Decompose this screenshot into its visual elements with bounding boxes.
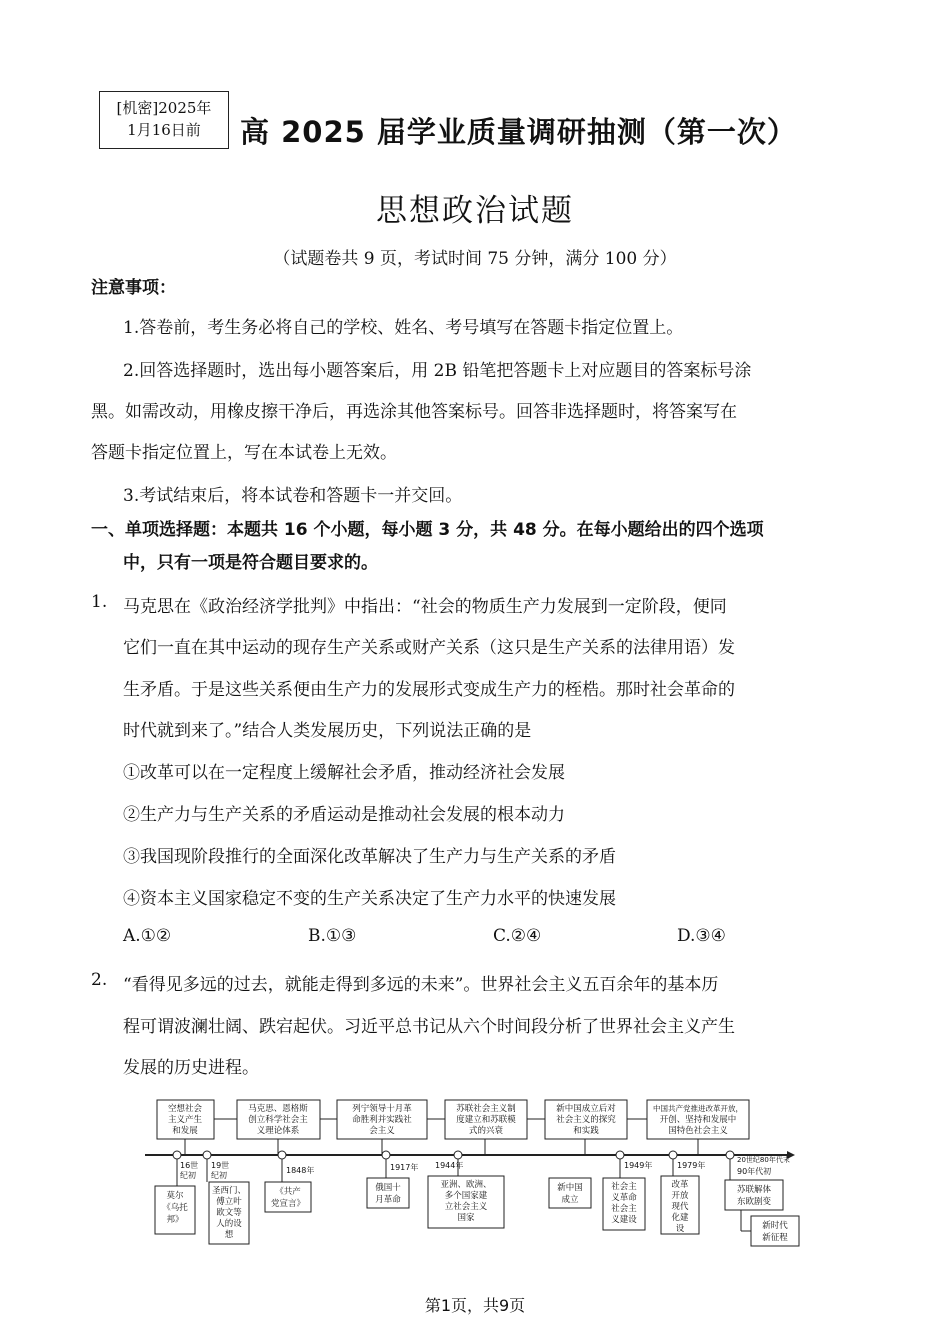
bb8-l1: 改革 [671, 1180, 689, 1190]
bb7-l4: 义建设 [611, 1215, 637, 1225]
page-number: 第1页，共9页 [424, 1296, 526, 1315]
exam-title: 高 2025 届学业质量调研抽测（第一次） [240, 115, 797, 149]
timeline-node-4 [382, 1151, 390, 1159]
notes-item-1: 1.答卷前，考生务必将自己的学校、姓名、考号填写在答题卡指定位置上。 [123, 318, 684, 338]
tb3-l1: 列宁领导十月革 [352, 1104, 412, 1114]
tb4-l3: 式的兴衰 [468, 1126, 504, 1136]
notes-heading: 注意事项： [91, 278, 176, 298]
section1-heading-line2: 中，只有一项是符合题目要求的。 [123, 553, 378, 573]
tb5-l3: 和实践 [573, 1126, 599, 1136]
timeline-node-8 [726, 1151, 734, 1159]
tb5-l2: 社会主义的探究 [556, 1115, 616, 1125]
date-1944: 1944年 [435, 1161, 464, 1170]
tb6-l2: 开创、坚持和发展中 [659, 1115, 737, 1125]
timeline-node-1 [173, 1151, 181, 1159]
date-1990s: 90年代初 [737, 1167, 772, 1176]
bb8-l3: 现代 [671, 1202, 689, 1212]
timeline-node-6 [616, 1151, 624, 1159]
bb2-l1: 圣西门、 [211, 1186, 247, 1196]
q2-stem-line1: “看得见多远的过去，就能走得到多远的未来”。世界社会主义五百余年的基本历 [123, 975, 719, 995]
bb5-l3: 立社会主义 [444, 1202, 488, 1212]
notes-item-2-line1: 2.回答选择题时，选出每小题答案后，用 2B 铅笔把答题卡上对应题目的答案标号涂 [123, 361, 752, 381]
bb2-l2: 傅立叶 [216, 1197, 242, 1207]
bb9-l2: 东欧剧变 [736, 1197, 772, 1207]
tb2-l1: 马克思、恩格斯 [248, 1104, 308, 1114]
socialism-timeline-diagram [145, 1092, 825, 1254]
bb7-l3: 社会主 [611, 1204, 637, 1214]
bb5-l4: 国家 [457, 1213, 475, 1223]
bb6-l2: 成立 [561, 1195, 579, 1205]
q1-statement-1: ①改革可以在一定程度上缓解社会矛盾，推动经济社会发展 [123, 763, 565, 783]
secret-line1: [机密]2025年 [116, 99, 212, 117]
date-1979: 1979年 [677, 1161, 706, 1170]
bb2-l5: 想 [224, 1230, 234, 1240]
q1-statement-3: ③我国现阶段推行的全面深化改革解决了生产力与生产关系的矛盾 [123, 847, 616, 867]
tb6-l1: 中国共产党推进改革开放， [653, 1104, 743, 1113]
bb8-l5: 设 [675, 1224, 685, 1234]
tb2-l3: 义理论体系 [256, 1126, 300, 1136]
q2-stem-line2: 程可谓波澜壮阔、跌宕起伏。习近平总书记从六个时间段分析了世界社会主义产生 [123, 1017, 735, 1037]
secret-line2: 1月16日前 [127, 121, 201, 139]
tb5-l1: 新中国成立后对 [556, 1104, 616, 1114]
bb10-l2: 新征程 [762, 1233, 788, 1243]
bb1-l3: 邦》 [166, 1215, 184, 1225]
q1-stem-line4: 时代就到来了。”结合人类发展历史，下列说法正确的是 [123, 721, 532, 741]
bb5-l1: 亚洲、欧洲、 [440, 1180, 492, 1190]
exam-info: （试题卷共 9 页，考试时间 75 分钟，满分 100 分） [273, 249, 677, 269]
date-16c-l2: 纪初 [180, 1171, 196, 1180]
timeline-node-5 [454, 1151, 462, 1159]
timeline-node-3 [278, 1151, 286, 1159]
date-1949: 1949年 [624, 1161, 653, 1170]
bb8-l4: 化建 [671, 1213, 689, 1223]
notes-item-3: 3.考试结束后，将本试卷和答题卡一并交回。 [123, 486, 463, 506]
date-1917: 1917年 [390, 1163, 419, 1172]
q1-statement-2: ②生产力与生产关系的矛盾运动是推动社会发展的根本动力 [123, 805, 565, 825]
tb6-l3: 国特色社会主义 [668, 1126, 728, 1136]
q1-option-a: A.①② [123, 926, 172, 946]
q1-number: 1. [91, 592, 108, 612]
bb4-l1: 俄国十 [375, 1183, 401, 1193]
section1-heading-line1: 一、单项选择题：本题共 16 个小题，每小题 3 分，共 48 分。在每小题给出的四个选项 [91, 520, 764, 540]
q1-option-b: B.①③ [308, 926, 357, 946]
tb1-l3: 和发展 [172, 1126, 198, 1136]
bb7-l2: 义革命 [611, 1193, 637, 1203]
bb10-l1: 新时代 [762, 1221, 788, 1231]
bb9-l1: 苏联解体 [736, 1185, 772, 1195]
bb3-l2: 党宣言》 [270, 1199, 306, 1209]
bb1-l2: 《乌托 [162, 1203, 188, 1213]
notes-item-2-line3: 答题卡指定位置上，写在本试卷上无效。 [91, 443, 397, 463]
notes-item-2-line2: 黑。如需改动，用橡皮擦干净后，再选涂其他答案标号。回答非选择题时，将答案写在 [91, 402, 737, 422]
q1-statement-4: ④资本主义国家稳定不变的生产关系决定了生产力水平的快速发展 [123, 889, 616, 909]
q1-option-d: D.③④ [677, 926, 726, 946]
bb5-l2: 多个国家建 [444, 1191, 488, 1201]
date-16c-l1: 16世 [180, 1161, 199, 1170]
date-19c-l2: 纪初 [211, 1171, 227, 1180]
tb1-l1: 空想社会 [167, 1104, 203, 1114]
bb7-l1: 社会主 [611, 1182, 637, 1192]
tb4-l1: 苏联社会主义制 [456, 1104, 516, 1114]
bb6-l1: 新中国 [557, 1183, 583, 1193]
timeline-node-2 [203, 1151, 211, 1159]
confidential-stamp [99, 91, 229, 149]
tb4-l2: 度建立和苏联模 [456, 1115, 516, 1125]
subject-title: 思想政治试题 [376, 193, 574, 229]
date-1848: 1848年 [286, 1166, 315, 1175]
date-19c-l1: 19世 [211, 1161, 230, 1170]
date-1980s: 20世纪80年代末 [737, 1156, 790, 1164]
q1-stem-line3: 生矛盾。于是这些关系便由生产力的发展形式变成生产力的桎梏。那时社会革命的 [123, 680, 735, 700]
timeline-node-7 [669, 1151, 677, 1159]
bb8-l2: 开放 [671, 1191, 689, 1201]
tb1-l2: 主义产生 [167, 1115, 203, 1125]
bb2-l3: 欧文等 [216, 1208, 242, 1218]
bb3-l1: 《共产 [275, 1187, 301, 1197]
q1-option-c: C.②④ [493, 926, 542, 946]
q1-stem-line2: 它们一直在其中运动的现存生产关系或财产关系（这只是生产关系的法律用语）发 [123, 638, 735, 658]
q1-stem-line1: 马克思在《政治经济学批判》中指出：“社会的物质生产力发展到一定阶段，便同 [123, 597, 727, 617]
q2-number: 2. [91, 970, 108, 990]
q2-stem-line3: 发展的历史进程。 [123, 1058, 259, 1078]
bb2-l4: 人的设 [216, 1219, 242, 1229]
bb4-l2: 月革命 [375, 1195, 401, 1205]
bb1-l1: 莫尔 [166, 1191, 184, 1201]
tb3-l2: 命胜利并实践社 [352, 1115, 412, 1125]
tb3-l3: 会主义 [369, 1126, 395, 1136]
tb2-l2: 创立科学社会主 [248, 1115, 308, 1125]
